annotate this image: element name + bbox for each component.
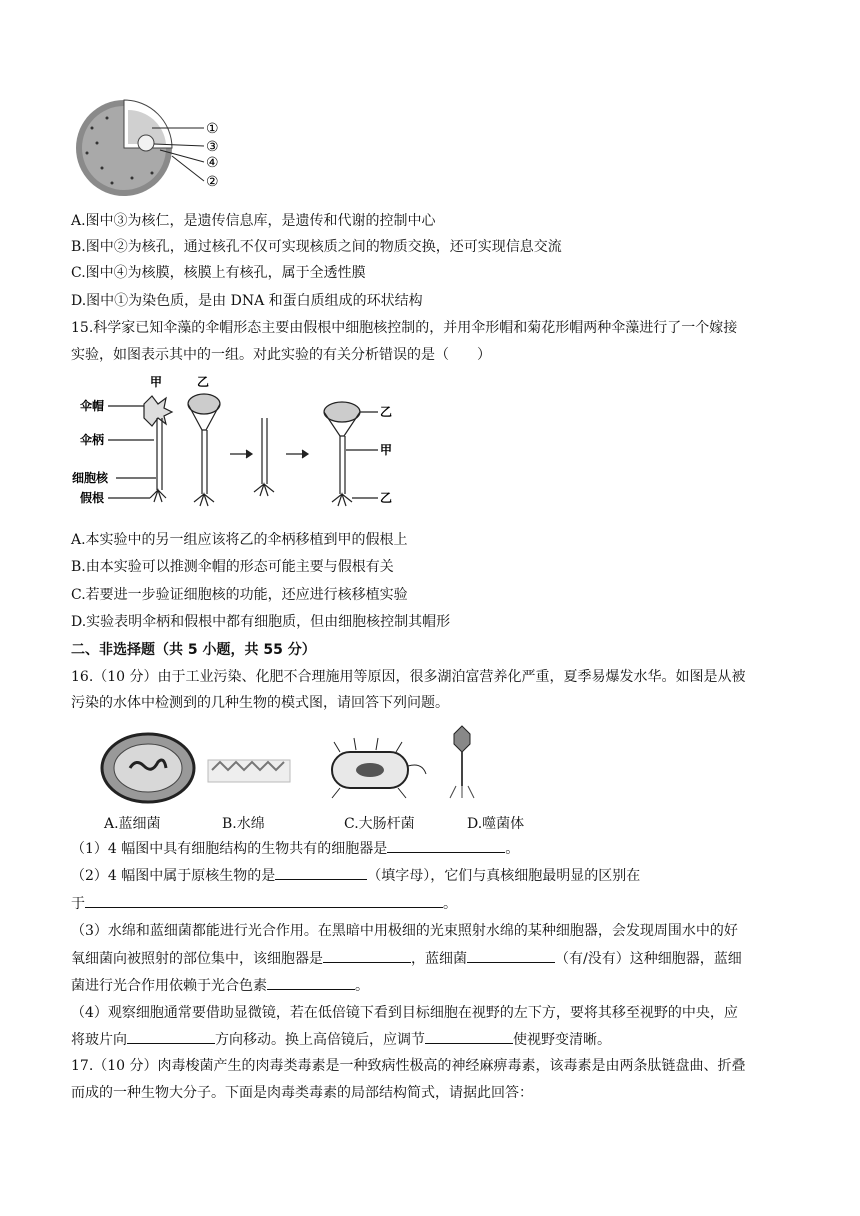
q16-part3-text4: 菌进行光合作用依赖于光合色素 bbox=[71, 978, 267, 994]
label-jia-top: 甲 bbox=[150, 375, 163, 389]
q15-stem-line1: 15.科学家已知伞藻的伞帽形态主要由假根中细胞核控制的，并用伞形帽和菊花形帽两种伞藻进行了一个嫁接 bbox=[71, 320, 738, 336]
q16-part2-cont bbox=[71, 893, 457, 914]
q16-part2-text: （2）4 幅图中属于原核生物的是 bbox=[71, 868, 276, 884]
q16-part3-text: 氧细菌向被照射的部位集中，该细胞器是 bbox=[71, 951, 323, 967]
label-yi-right-bottom: 乙 bbox=[380, 491, 393, 505]
answer-blank-4[interactable] bbox=[323, 948, 411, 963]
answer-blank-2[interactable] bbox=[275, 865, 367, 880]
q16-part1-text: （1）4 幅图中具有细胞结构的生物共有的细胞器是 bbox=[71, 841, 388, 857]
caption-b: B.水绵 bbox=[222, 816, 265, 832]
nucleus-label-4: ④ bbox=[206, 155, 219, 171]
q16-part3-line3 bbox=[71, 975, 369, 996]
q16-part1-end: 。 bbox=[505, 841, 520, 857]
q16-part4-text2: 方向移动。换上高倍镜后，应调节 bbox=[215, 1032, 425, 1048]
nucleus-figure bbox=[72, 98, 232, 198]
nucleus-label-3: ③ bbox=[206, 139, 219, 155]
q15-option-d: D.实验表明伞柄和假根中都有细胞质，但由细胞核控制其帽形 bbox=[71, 614, 451, 630]
q16-part2-text2: （填字母），它们与真核细胞最明显的区别在 bbox=[367, 868, 641, 884]
label-nucleus: 细胞核 bbox=[72, 471, 109, 485]
q16-part3-text2: ，蓝细菌 bbox=[411, 951, 467, 967]
acetabularia-figure bbox=[72, 372, 422, 520]
nucleus-label-1: ① bbox=[206, 121, 219, 137]
q17-stem-line1: 17.（10 分）肉毒梭菌产生的肉毒类毒素是一种致病性极高的神经麻痹毒素，该毒素是由两条肽链盘曲、折叠 bbox=[71, 1058, 746, 1074]
q16-part2-text3: 于 bbox=[71, 896, 85, 912]
q15-option-c: C.若要进一步验证细胞核的功能，还应进行核移植实验 bbox=[71, 587, 408, 603]
q17-stem-line2: 而成的一种生物大分子。下面是肉毒类毒素的局部结构简式，请据此回答： bbox=[71, 1085, 533, 1101]
q16-part1 bbox=[71, 838, 519, 859]
nucleus-label-2: ② bbox=[206, 174, 219, 190]
answer-blank-6[interactable] bbox=[267, 975, 355, 990]
q14-option-b: B.图中②为核孔，通过核孔不仅可实现核质之间的物质交换，还可实现信息交流 bbox=[71, 239, 562, 255]
q15-option-b: B.由本实验可以推测伞帽的形态可能主要与假根有关 bbox=[71, 559, 394, 575]
caption-d: D.噬菌体 bbox=[467, 816, 525, 832]
q16-part4-line1: （4）观察细胞通常要借助显微镜，若在低倍镜下看到目标细胞在视野的左下方，要将其移至视野的中央，应 bbox=[71, 1005, 738, 1021]
q16-stem-line1: 16.（10 分）由于工业污染、化肥不合理施用等原因，很多湖泊富营养化严重，夏季易爆发水华。如图是从被 bbox=[71, 669, 746, 685]
label-stalk: 伞柄 bbox=[80, 433, 105, 447]
q14-option-d: D.图中①为染色质，是由 DNA 和蛋白质组成的环状结构 bbox=[71, 293, 423, 309]
section2-title: 二、非选择题（共 5 小题，共 55 分） bbox=[71, 642, 316, 658]
q16-part4-line2 bbox=[71, 1029, 611, 1050]
label-yi-top: 乙 bbox=[197, 375, 210, 389]
answer-blank-7[interactable] bbox=[127, 1029, 215, 1044]
q16-part3-line2 bbox=[71, 948, 742, 969]
q16-part2 bbox=[71, 865, 640, 886]
q15-stem-line2: 实验，如图表示其中的一组。对此实验的有关分析错误的是（ ） bbox=[71, 347, 491, 363]
q14-option-c: C.图中④为核膜，核膜上有核孔，属于全透性膜 bbox=[71, 265, 366, 281]
q16-part2-end: 。 bbox=[443, 896, 457, 912]
q14-option-a: A.图中③为核仁，是遗传信息库，是遗传和代谢的控制中心 bbox=[71, 213, 436, 229]
q16-figures bbox=[100, 722, 500, 810]
q16-part3-line1: （3）水绵和蓝细菌都能进行光合作用。在黑暗中用极细的光束照射水绵的某种细胞器，会发现周围水中的好 bbox=[71, 923, 738, 939]
caption-c: C.大肠杆菌 bbox=[344, 816, 415, 832]
answer-blank-5[interactable] bbox=[467, 948, 555, 963]
q16-part4-end: 使视野变清晰。 bbox=[513, 1032, 611, 1048]
label-yi-right-top: 乙 bbox=[380, 405, 393, 419]
q16-part4-text: 将玻片向 bbox=[71, 1032, 127, 1048]
label-rhizoid: 假根 bbox=[80, 491, 105, 505]
q16-part3-text3: （有/没有）这种细胞器，蓝细 bbox=[555, 951, 742, 967]
q15-option-a: A.本实验中的另一组应该将乙的伞柄移植到甲的假根上 bbox=[71, 532, 408, 548]
label-jia-right: 甲 bbox=[380, 443, 393, 457]
label-cap: 伞帽 bbox=[80, 399, 105, 413]
answer-blank-1[interactable] bbox=[387, 838, 505, 853]
answer-blank-8[interactable] bbox=[425, 1029, 513, 1044]
caption-a: A.蓝细菌 bbox=[104, 816, 161, 832]
answer-blank-3[interactable] bbox=[85, 893, 443, 908]
q16-stem-line2: 污染的水体中检测到的几种生物的模式图，请回答下列问题。 bbox=[71, 695, 449, 711]
q16-part3-end: 。 bbox=[355, 978, 369, 994]
